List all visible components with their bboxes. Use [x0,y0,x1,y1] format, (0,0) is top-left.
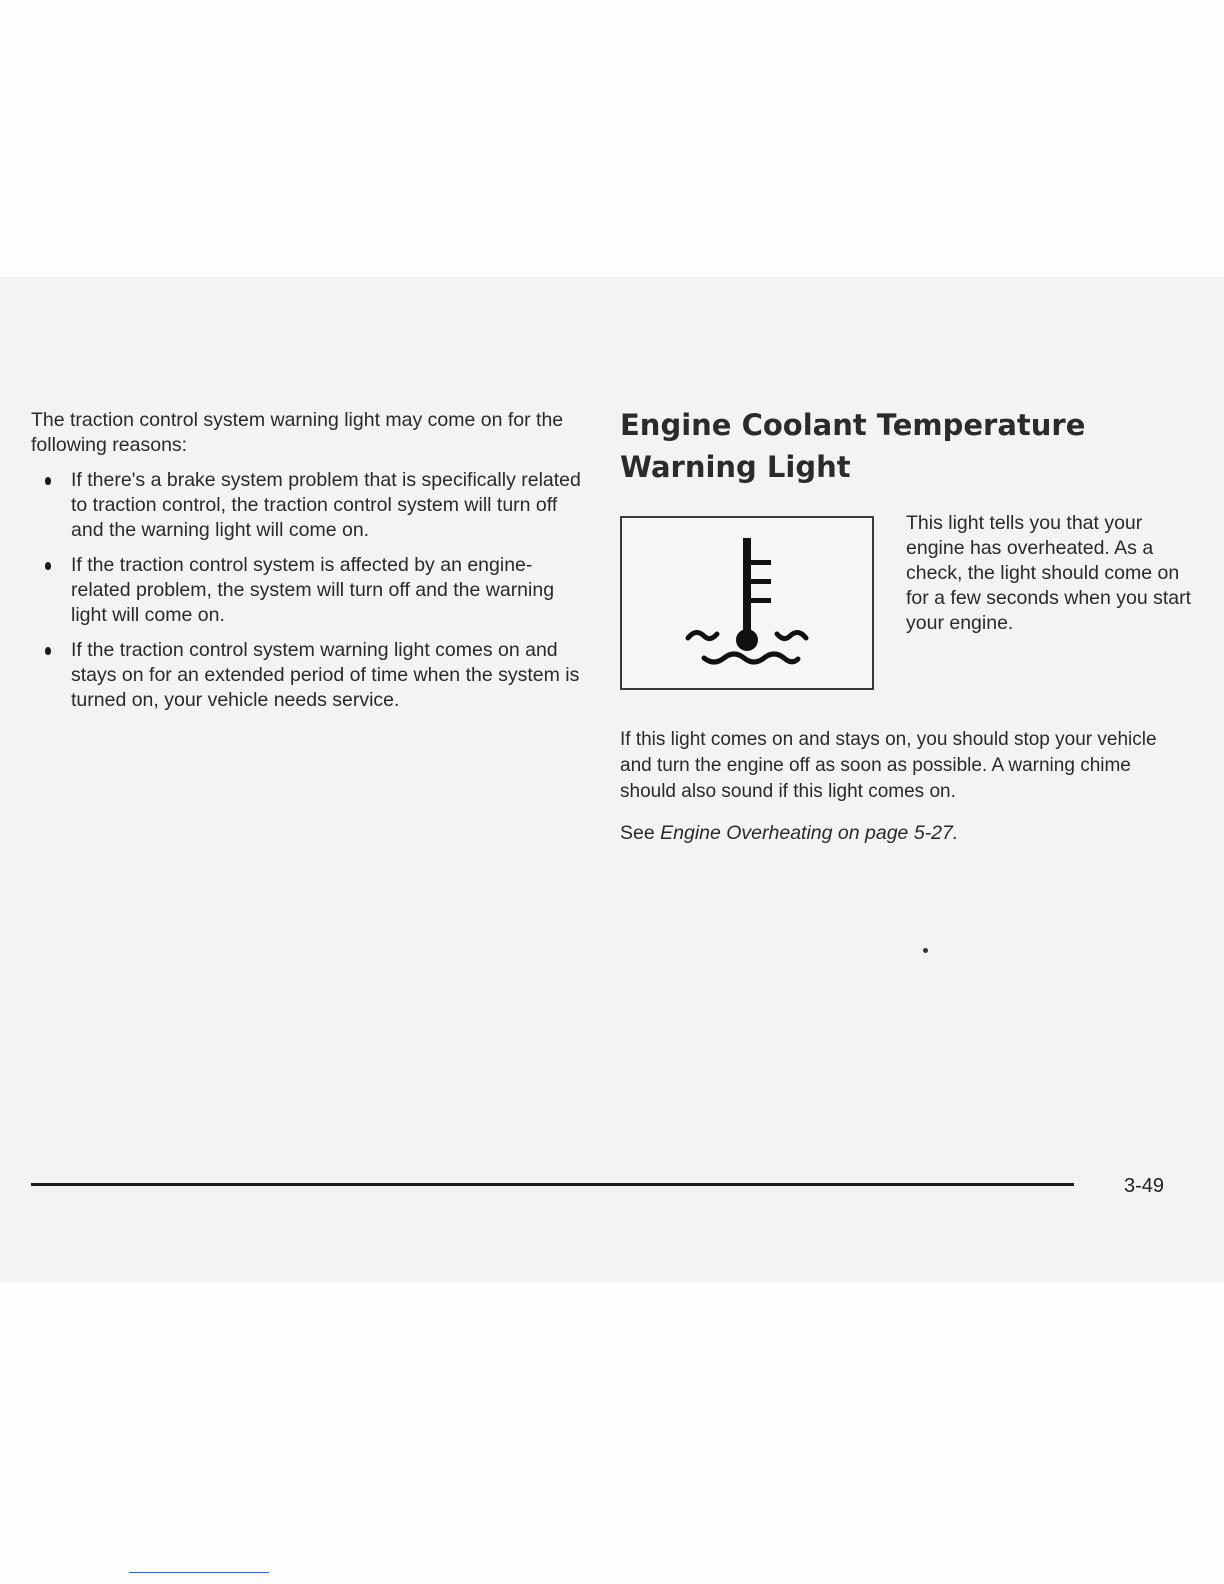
page-number: 3-49 [1124,1175,1165,1197]
list-item [31,553,591,628]
list-item [31,638,591,713]
cross-reference-link[interactable]: Engine Overheating on page 5-27. [660,822,959,844]
cross-reference-prefix: See [620,822,661,844]
section-title: Engine Coolant Temperature Warning Light [620,408,1086,484]
bullet-icon [45,562,51,570]
list-item [31,468,591,543]
warning-light-description: This light tells you that your engine has overheated. As a check, the light should come on for a few seconds when you start your engine. [906,512,1192,634]
warning-light-instructions: If this light comes on and stays on, you should stop your vehicle and turn the engine off as soon as possible. A warning chime should also sound if this light comes on. [620,729,1157,802]
reasons-intro: The traction control system warning light may come on for the following reasons: [31,409,564,456]
list-item-text: If there's a brake system problem that is specifically related to traction control, the traction control system will turn off and the warning light will come on. [71,469,581,541]
bullet-icon [45,647,51,655]
footer-rule [31,1183,1074,1186]
reasons-list [31,468,591,713]
warning-light-symbol-box [620,516,874,690]
bullet-icon [45,477,51,485]
cross-reference [620,820,1180,846]
print-speck [923,948,928,953]
divider [129,1572,269,1573]
list-item-text: If the traction control system warning light comes on and stays on for an extended period of time when the system is turned on, your vehicle needs service. [71,639,580,711]
list-item-text: If the traction control system is affected by an engine-related problem, the system will turn off and the warning light will come on. [71,554,555,626]
traction-control-reasons [31,408,591,723]
coolant-temperature-icon [622,518,872,688]
